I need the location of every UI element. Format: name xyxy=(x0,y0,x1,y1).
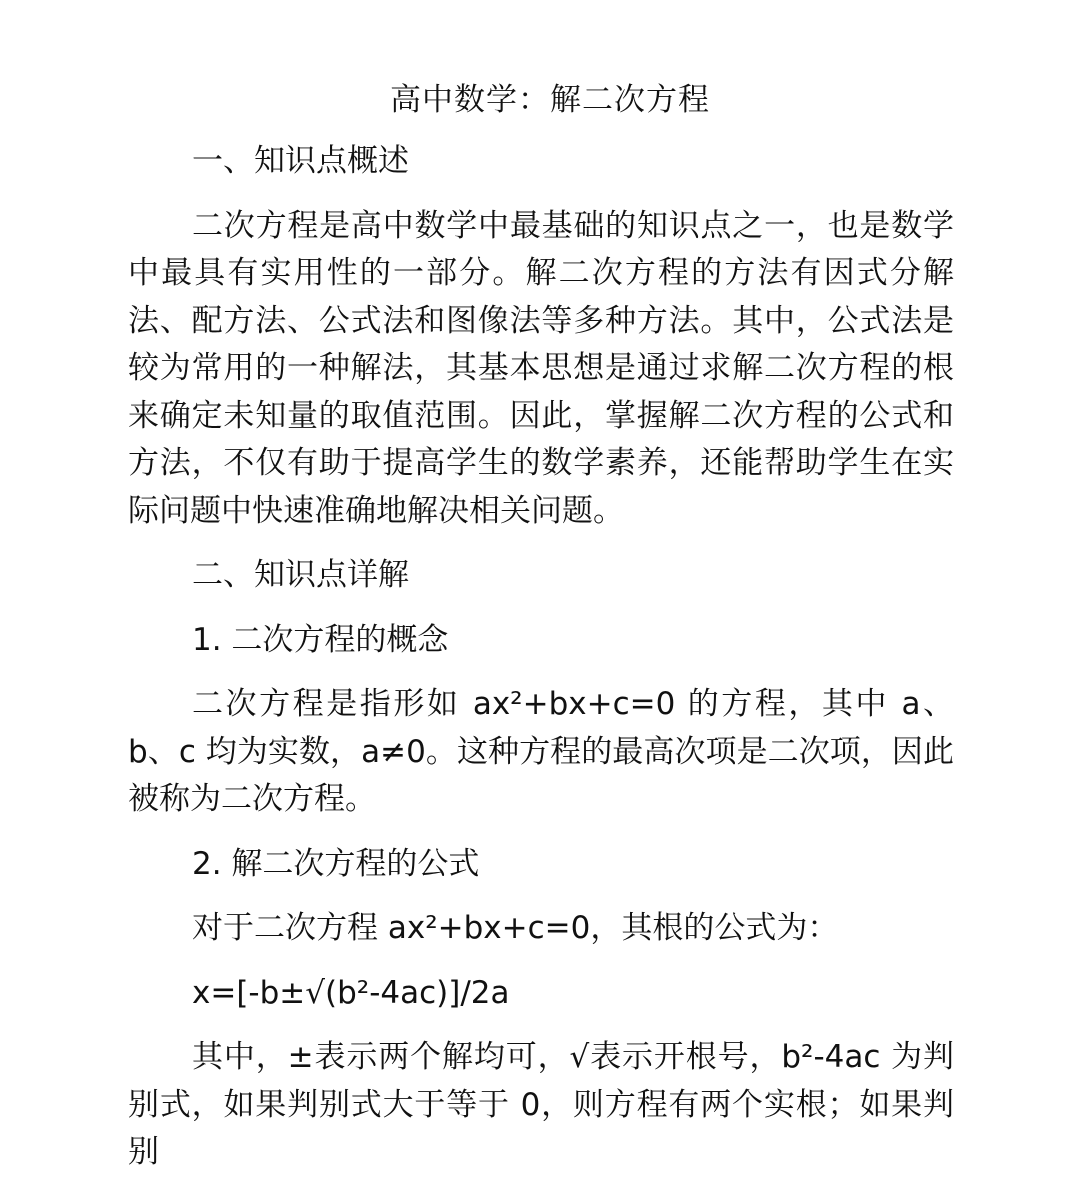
formula-explanation: 其中，±表示两个解均可，√表示开根号，b²-4ac 为判别式，如果判别式大于等于 0，则方程有两个实根；如果判别 xyxy=(128,1039,954,1170)
quadratic-formula: x=[-b±√(b²-4ac)]/2a xyxy=(192,974,510,1011)
spacer xyxy=(128,664,954,681)
spacer xyxy=(128,186,954,203)
section-heading-details: 二、知识点详解 xyxy=(192,557,409,593)
spacer xyxy=(128,888,954,905)
document-title: 高中数学：解二次方程 xyxy=(390,82,710,118)
spacer xyxy=(128,600,954,617)
overview-paragraph: 二次方程是高中数学中最基础的知识点之一，也是数学中最具有实用性的一部分。解二次方程的方法有因式分解法、配方法、公式法和图像法等多种方法。其中，公式法是较为常用的一种解法，其基本思想是通过求解二次方程的根来确定未知量的取值范围。因此，掌握解二次方程的公式和方法，不仅有助于提高学生的数学素养，还能帮助学生在实际问题中快速准确地解决相关问题。 xyxy=(128,207,954,529)
section-heading-overview: 一、知识点概述 xyxy=(192,143,409,179)
spacer xyxy=(128,953,954,970)
concept-paragraph: 二次方程是指形如 ax²+bx+c=0 的方程，其中 a、b、c 均为实数，a≠0。这种方程的最高次项是二次项，因此被称为二次方程。 xyxy=(128,686,954,817)
spacer xyxy=(128,535,954,552)
subheading-concept: 1. 二次方程的概念 xyxy=(192,621,449,658)
spacer xyxy=(128,1017,954,1034)
document-page xyxy=(128,70,954,1177)
spacer xyxy=(128,824,954,841)
formula-intro: 对于二次方程 ax²+bx+c=0，其根的公式为： xyxy=(192,910,839,946)
subheading-formula: 2. 解二次方程的公式 xyxy=(192,845,480,882)
